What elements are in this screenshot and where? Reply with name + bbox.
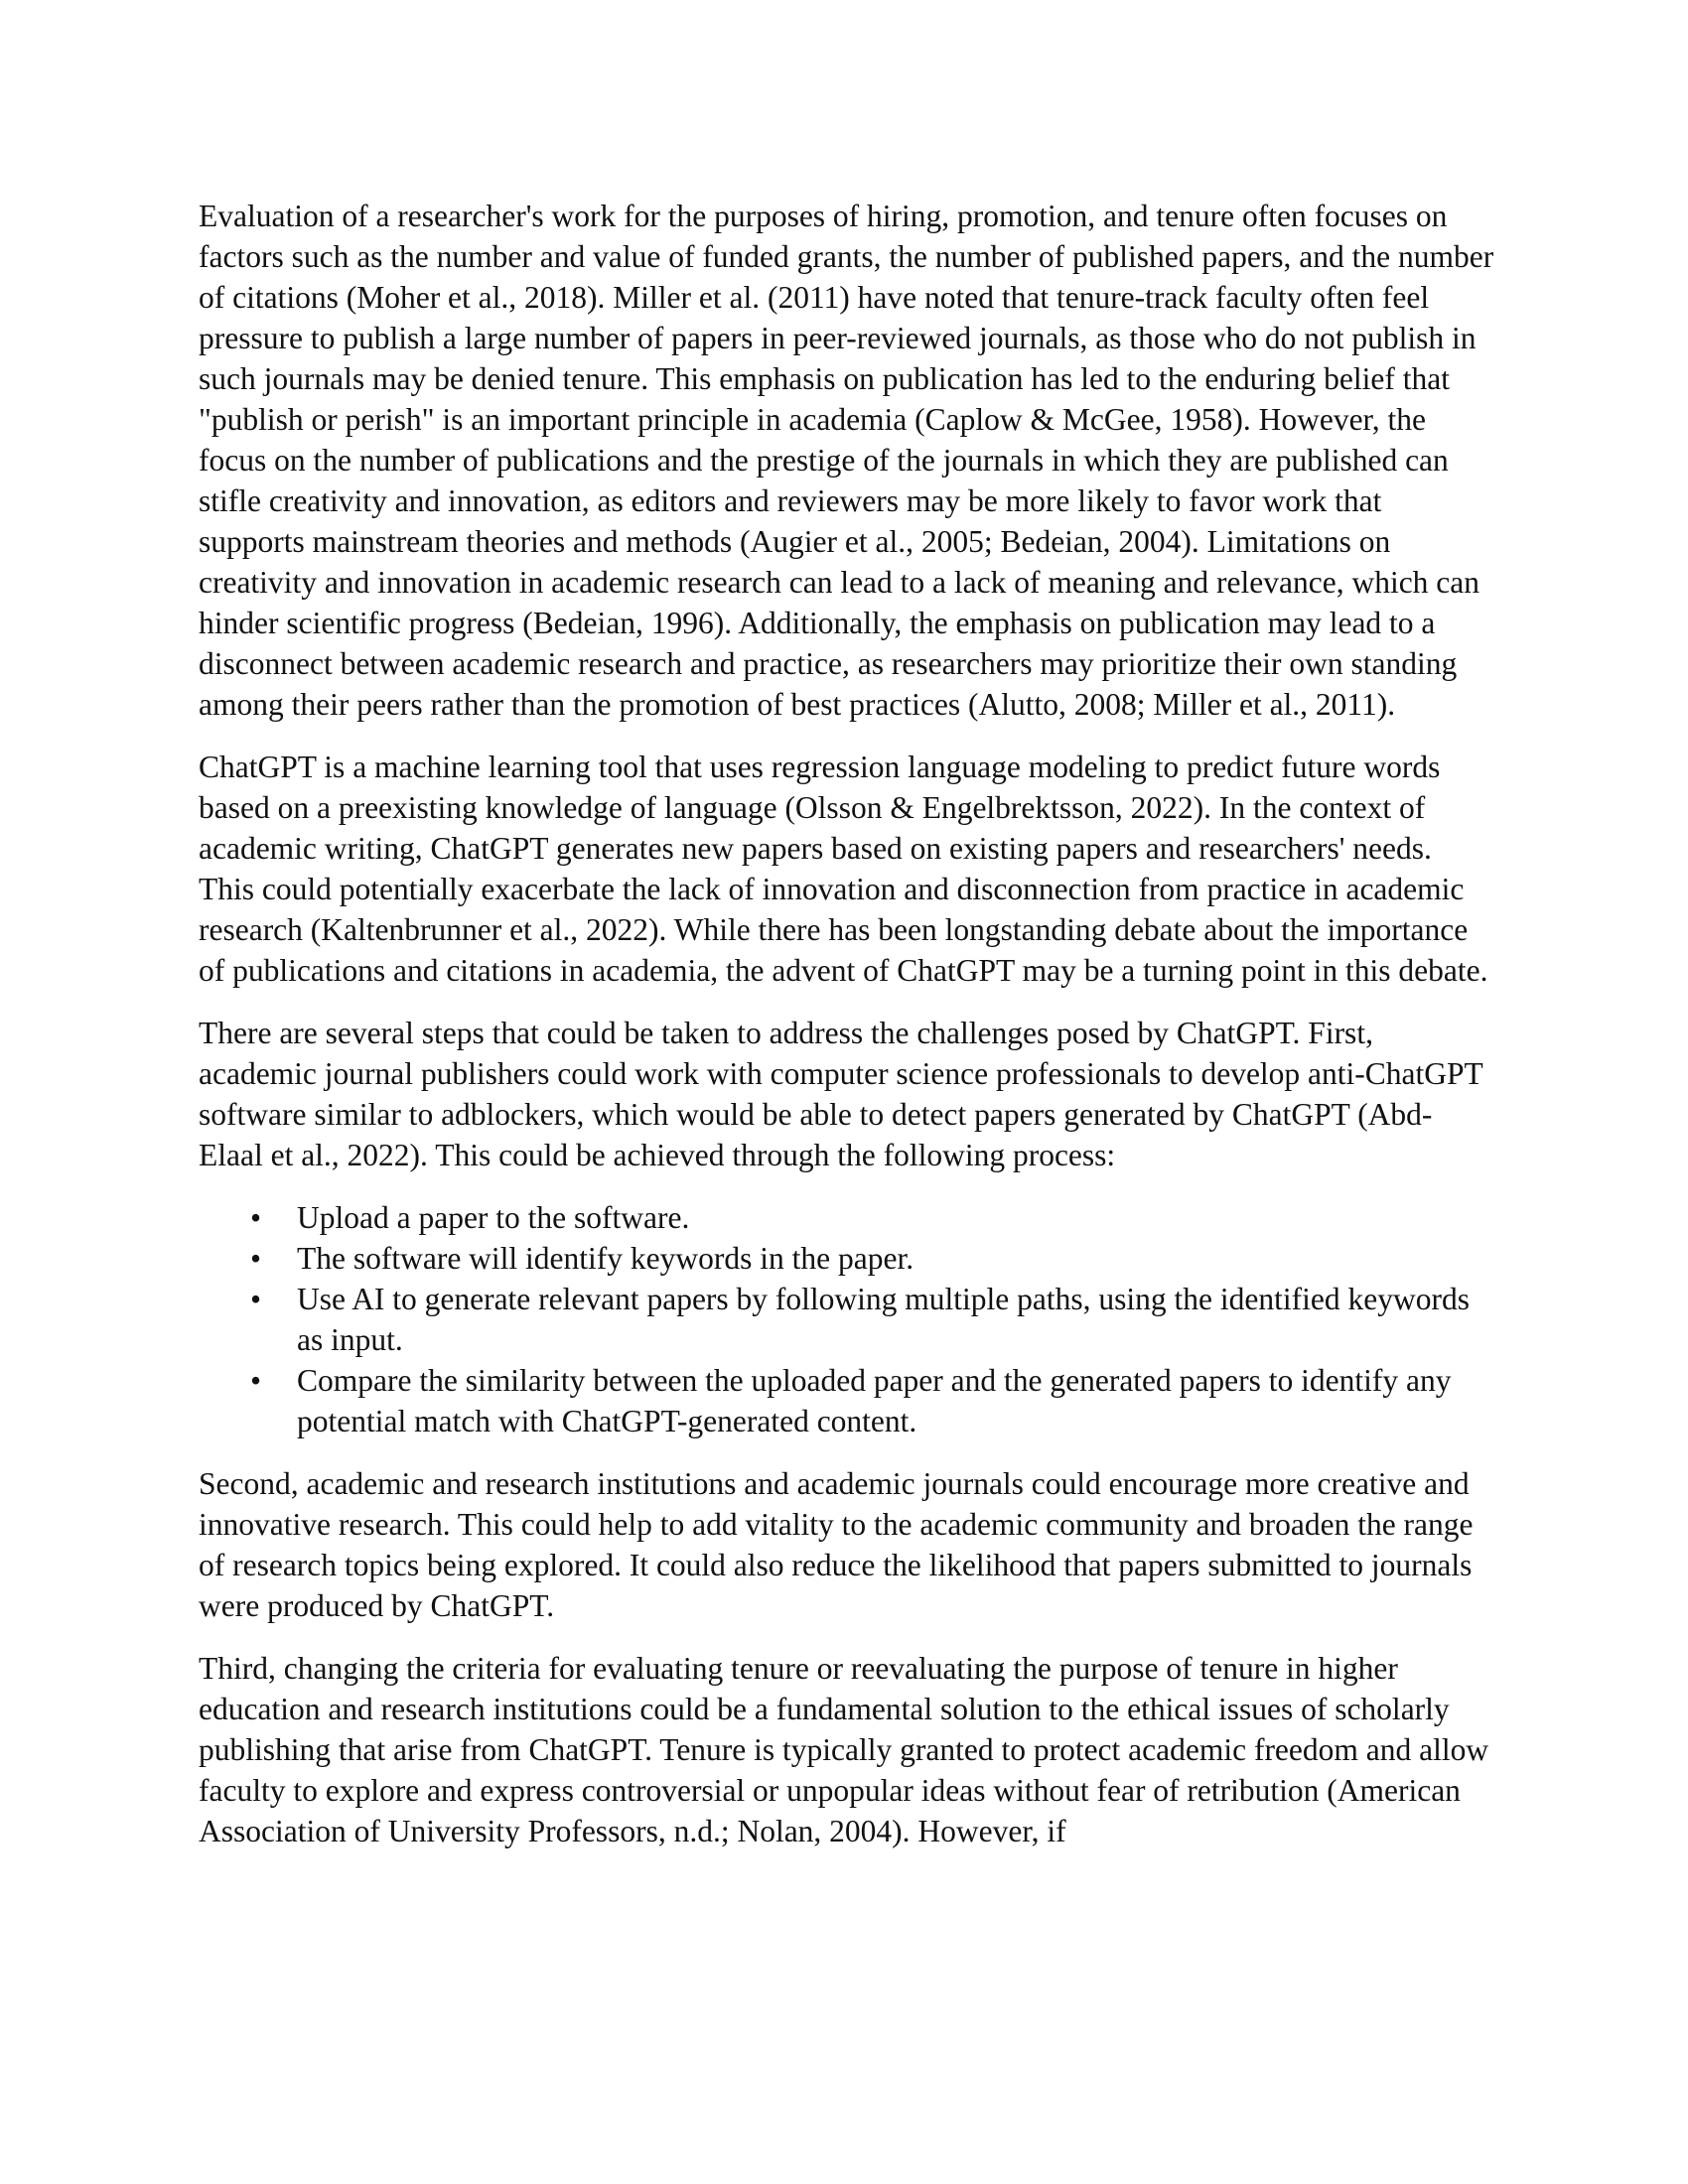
- paragraph-steps: There are several steps that could be taken to address the challenges posed by ChatGPT. First, academic journal publishers could work with computer science professionals to develop anti-ChatGPT software similar to adblockers, which would be able to detect papers generated by ChatGPT (Abd-Elaal et al., 2022). This could be achieved through the following process:: [199, 1016, 1483, 1172]
- list-item-text: Upload a paper to the software.: [297, 1200, 690, 1235]
- list-item-text: Compare the similarity between the uploaded paper and the generated papers to identify any potential match with ChatGPT-generated content.: [297, 1363, 1452, 1438]
- bullet-icon: •: [250, 1363, 262, 1398]
- list-item-text: Use AI to generate relevant papers by following multiple paths, using the identified keywords as input.: [297, 1282, 1470, 1357]
- paragraph-evaluation: Evaluation of a researcher's work for the purposes of hiring, promotion, and tenure often focuses on factors such as the number and value of funded grants, the number of published papers, and the number of citations (Moher et al., 2018). Miller et al. (2011) have noted that tenure-track faculty often feel pressure to publish a large number of papers in peer-reviewed journals, as those who do not publish in such journals may be denied tenure. This emphasis on publication has led to the enduring belief that "publish or perish" is an important principle in academia (Caplow & McGee, 1958). However, the focus on the number of publications and the prestige of the journals in which they are published can stifle creativity and innovation, as editors and reviewers may be more likely to favor work that supports mainstream theories and methods (Augier et al., 2005; Bedeian, 2004). Limitations on creativity and innovation in academic research can lead to a lack of meaning and relevance, which can hinder scientific progress (Bedeian, 1996). Additionally, the emphasis on publication may lead to a disconnect between academic research and practice, as researchers may prioritize their own standing among their peers rather than the promotion of best practices (Alutto, 2008; Miller et al., 2011).: [199, 199, 1494, 722]
- bullet-icon: •: [250, 1282, 262, 1316]
- document-page: [199, 196, 1494, 1873]
- paragraph-second: Second, academic and research institutions and academic journals could encourage more creative and innovative research. This could help to add vitality to the academic community and broaden the range of research topics being explored. It could also reduce the likelihood that papers submitted to journals were produced by ChatGPT.: [199, 1466, 1474, 1623]
- list-item: [199, 1279, 1494, 1360]
- process-list: [199, 1197, 1494, 1441]
- paragraph-chatgpt-intro: ChatGPT is a machine learning tool that uses regression language modeling to predict future words based on a preexisting knowledge of language (Olsson & Engelbrektsson, 2022). In the context of academic writing, ChatGPT generates new papers based on existing papers and researchers' needs. This could potentially exacerbate the lack of innovation and disconnection from practice in academic research (Kaltenbrunner et al., 2022). While there has been longstanding debate about the importance of publications and citations in academia, the advent of ChatGPT may be a turning point in this debate.: [199, 750, 1488, 988]
- paragraph-third: Third, changing the criteria for evaluating tenure or reevaluating the purpose of tenure in higher education and research institutions could be a fundamental solution to the ethical issues of scholarly publishing that arise from ChatGPT. Tenure is typically granted to protect academic freedom and allow faculty to explore and express controversial or unpopular ideas without fear of retribution (American Association of University Professors, n.d.; Nolan, 2004). However, if: [199, 1651, 1489, 1848]
- list-item-text: The software will identify keywords in the paper.: [297, 1241, 914, 1276]
- list-item: [199, 1197, 1494, 1238]
- list-item: [199, 1360, 1494, 1441]
- list-item: [199, 1238, 1494, 1279]
- bullet-icon: •: [250, 1200, 262, 1235]
- bullet-icon: •: [250, 1241, 262, 1276]
